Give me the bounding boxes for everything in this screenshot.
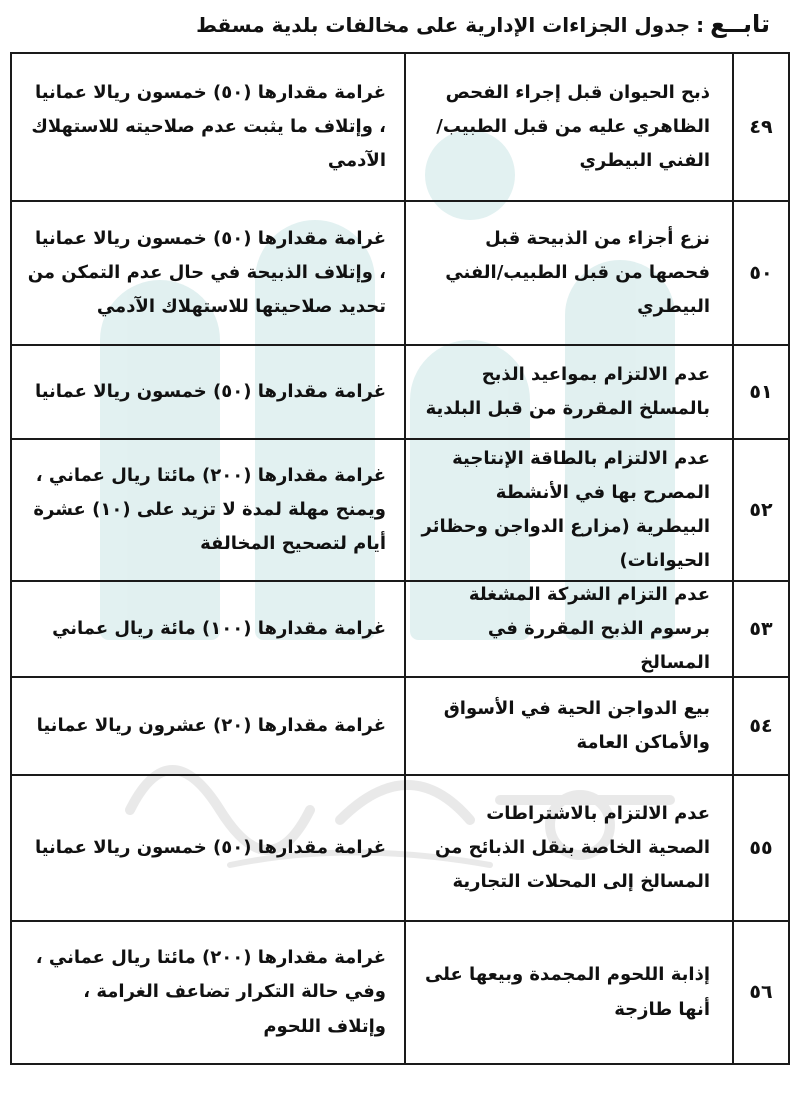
violation-cell: عدم الالتزام بالاشتراطات الصحية الخاصة بنقل الذبائح من المسالخ إلى المحلات التجارية [404,776,732,920]
table-row [12,922,788,1063]
penalty-cell: غرامة مقدارها (٥٠) خمسون ريالا عمانيا [34,380,386,402]
penalty-cell: غرامة مقدارها (٢٠٠) مائتا ريال عماني ، ويمنح مهلة لمدة لا تزيد على (١٠) عشرة أيام لتصحيح المخالفة [33,464,386,555]
table-row [12,582,788,678]
title-lead: تابــع [710,10,770,38]
title-text: جدول الجزاءات الإدارية على مخالفات بلدية مسقط [196,13,691,37]
violation-cell: عدم الالتزام بالطاقة الإنتاجية المصرح بها في الأنشطة البيطرية (مزارع الدواجن وحظائر الحيوانات) [404,440,732,580]
row-number: ٥٦ [732,922,788,1063]
table-row [12,346,788,440]
violation-cell: نزع أجزاء من الذبيحة قبل فحصها من قبل الطبيب/الفني البيطري [404,202,732,344]
table-row [12,54,788,202]
row-number: ٥٠ [732,202,788,344]
violation-cell: إذابة اللحوم المجمدة وبيعها على أنها طازجة [404,922,732,1063]
penalty-cell: غرامة مقدارها (١٠٠) مائة ريال عماني [52,617,386,639]
violation-cell: عدم الالتزام بمواعيد الذبح بالمسلخ المقررة من قبل البلدية [404,346,732,438]
row-number: ٥٤ [732,678,788,774]
title-separator: : [696,13,705,37]
row-number: ٥١ [732,346,788,438]
row-number: ٥٥ [732,776,788,920]
row-number: ٥٢ [732,440,788,580]
table-row [12,776,788,922]
penalty-cell: غرامة مقدارها (٢٠٠) مائتا ريال عماني ، وفي حالة التكرار تضاعف الغرامة ، وإتلاف اللحوم [35,947,386,1037]
penalty-cell: غرامة مقدارها (٥٠) خمسون ريالا عمانيا ، وإتلاف ما يثبت عدم صلاحيته للاستهلاك الآدمي [31,81,386,172]
penalty-cell: غرامة مقدارها (٥٠) خمسون ريالا عمانيا [34,836,386,858]
table-row [12,678,788,776]
page-title [120,6,770,42]
violation-cell: ذبح الحيوان قبل إجراء الفحص الظاهري عليه من قبل الطبيب/الفني البيطري [404,54,732,200]
violation-cell: عدم التزام الشركة المشغلة برسوم الذبح المقررة في المسالخ [404,582,732,676]
penalties-table [10,52,790,1065]
row-number: ٤٩ [732,54,788,200]
penalty-cell: غرامة مقدارها (٥٠) خمسون ريالا عمانيا ، وإتلاف الذبيحة في حال عدم التمكن من تحديد صلاحيتها للاستهلاك الآدمي [27,227,386,318]
penalty-cell: غرامة مقدارها (٢٠) عشرون ريالا عمانيا [36,714,386,736]
table-row [12,202,788,346]
row-number: ٥٣ [732,582,788,676]
violation-cell: بيع الدواجن الحية في الأسواق والأماكن العامة [404,678,732,774]
table-row [12,440,788,582]
